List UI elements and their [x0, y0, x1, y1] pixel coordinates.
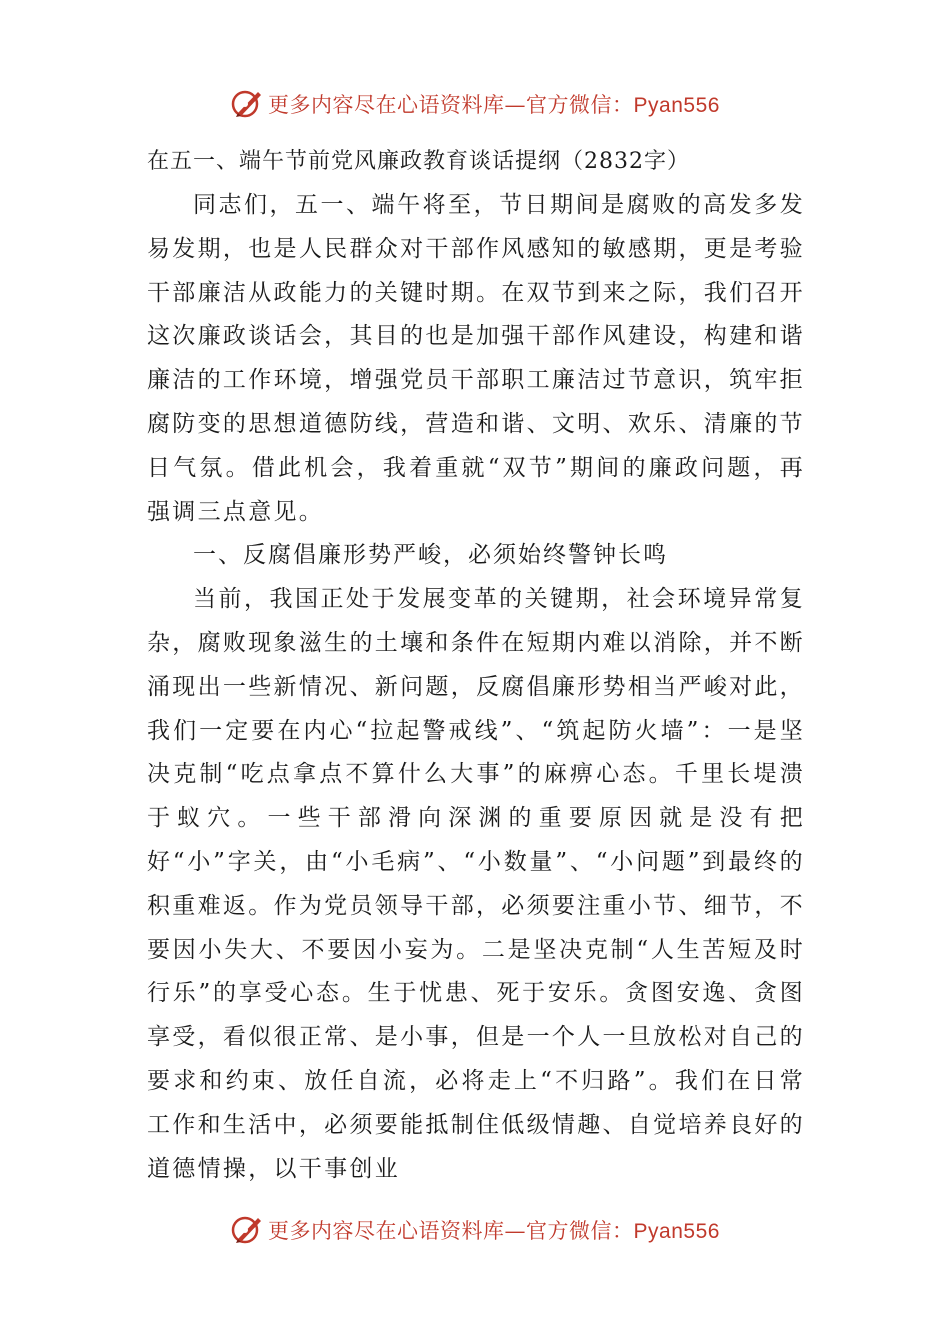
wechat-id: Pyan556: [633, 1220, 720, 1243]
pen-logo-icon: [230, 87, 264, 121]
watermark-banner-top: [0, 84, 950, 124]
watermark-text: 更多内容尽在心语资料库—官方微信：Pyan556: [268, 1219, 720, 1243]
wechat-id: Pyan556: [633, 94, 720, 117]
watermark-text: 更多内容尽在心语资料库—官方微信：Pyan556: [268, 93, 720, 117]
intro-paragraph: 同志们，五一、端午将至，节日期间是腐败的高发多发易发期，也是人民群众对干部作风感知的敏感期，更是考验干部廉洁从政能力的关键时期。在双节到来之际，我们召开这次廉政谈话会，其目的也是加强干部作风建设，构建和谐廉洁的工作环境，增强党员干部职工廉洁过节意识，筑牢拒腐防变的思想道德防线，营造和谐、文明、欢乐、清廉的节日气氛。借此机会，我着重就“双节”期间的廉政问题，再强调三点意见。: [147, 192, 805, 525]
section-paragraph: 当前，我国正处于发展变革的关键期，社会环境异常复杂，腐败现象滋生的土壤和条件在短期内难以消除，并不断涌现出一些新情况、新问题，反腐倡廉形势相当严峻对此，我们一定要在内心“拉起警戒线”、“筑起防火墙”：一是坚决克制“吃点拿点不算什么大事”的麻痹心态。千里长堤溃于蚁穴。一些干部滑向深渊的重要原因就是没有把好“小”字关，由“小毛病”、“小数量”、“小问题”到最终的积重难返。作为党员领导干部，必须要注重小节、细节，不要因小失大、不要因小妄为。二是坚决克制“人生苦短及时行乐”的享受心态。生于忧患、死于安乐。贪图安逸、贪图享受，看似很正常、是小事，但是一个人一旦放松对自己的要求和约束、放任自流，必将走上“不归路”。我们在日常工作和生活中，必须要能抵制住低级情趣、自觉培养良好的道德情操，以干事创业: [147, 586, 805, 1182]
section-heading: 一、反腐倡廉形势严峻，必须始终警钟长鸣: [193, 542, 668, 569]
watermark-banner-bottom: [0, 1210, 950, 1250]
document-body: [147, 140, 805, 1191]
document-title: 在五一、端午节前党风廉政教育谈话提纲（2832字）: [147, 149, 690, 174]
pen-logo-icon: [230, 1213, 264, 1247]
